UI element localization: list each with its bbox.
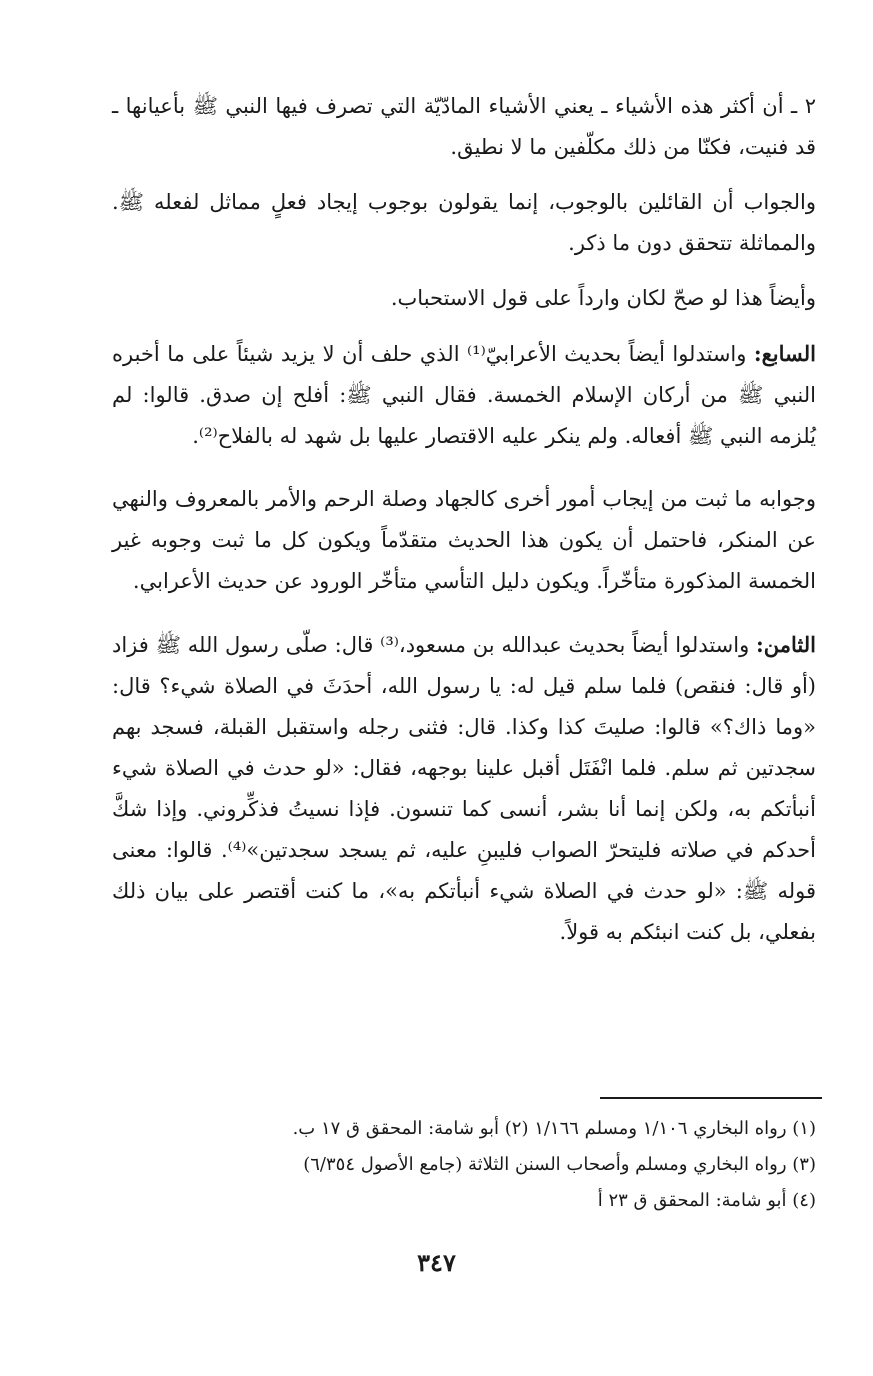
paragraph-3	[112, 278, 816, 319]
paragraph-5-text: وجوابه ما ثبت من إيجاب أمور أخرى كالجهاد وصلة الرحم والأمر بالمعروف والنهي عن المنكر، فاحتمل أن يكون هذا الحديث متقدّماً ويكون كل ما ثبت وجوبه غير الخمسة المذكورة متأخّراً. ويكون دليل التأسي متأخّر الورود عن حديث الأعرابي.	[112, 487, 816, 593]
footnote-divider	[600, 1097, 822, 1099]
page-number: ٣٤٧	[417, 1248, 456, 1277]
footnote-3: (٣) رواه البخاري ومسلم وأصحاب السنن الثلاثة (جامع الأصول ٦/٣٥٤)	[303, 1154, 816, 1175]
page-body	[112, 86, 816, 953]
section-label-seventh: السابع:	[753, 341, 816, 366]
footnote-4: (٤) أبو شامة: المحقق ق ٢٣ أ	[597, 1190, 816, 1211]
paragraph-3-text: وأيضاً هذا لو صحّ لكان وارداً على قول الاستحباب.	[390, 286, 816, 310]
paragraph-6-text: واستدلوا أيضاً بحديث عبدالله بن مسعود،⁽³⁾ قال: صلّى رسول الله ﷺ فزاد (أو قال: فنقص) فلما سلم قيل له: يا رسول الله، أحدَثَ في الصلاة شيء؟ قال: «وما ذاك؟» قالوا: صليتَ كذا وكذا. قال: فثنى رجله واستقبل القبلة، فسجد بهم سجدتين ثم سلم. فلما انْفَتَل أقبل علينا بوجهه، فقال: «لو حدث في الصلاة شيء أنبأتكم به، ولكن إنما أنا بشر، أنسى كما تنسون. فإذا نسيتُ فذكِّروني. وإذا شكَّ أحدكم في صلاته فليتحرّ الصواب فليبنِ عليه، ثم يسجد سجدتين»⁽⁴⁾. قالوا: معنى قوله ﷺ: «لو حدث في الصلاة شيء أنبأتكم به»، ما كنت أقتصر على بيان ذلك بفعلي، بل كنت انبئكم به قولاً.	[112, 633, 816, 944]
paragraph-6	[112, 624, 816, 953]
paragraph-2	[112, 182, 816, 264]
footnotes	[112, 1111, 816, 1219]
footnote-1-2: (١) رواه البخاري ١/١٠٦ ومسلم ١/١٦٦ (٢) أبو شامة: المحقق ق ١٧ ب.	[292, 1118, 816, 1139]
paragraph-1-text: ٢ ـ أن أكثر هذه الأشياء ـ يعني الأشياء المادّيّة التي تصرف فيها النبي ﷺ بأعيانها ـ قد فنيت، فكنّا من ذلك مكلّفين ما لا نطيق.	[112, 94, 816, 159]
section-label-eighth: الثامن:	[756, 632, 816, 657]
paragraph-4-text: واستدلوا أيضاً بحديث الأعرابيّ⁽¹⁾ الذي حلف أن لا يزيد شيئاً على ما أخبره النبي ﷺ من أركان الإسلام الخمسة. فقال النبي ﷺ: أفلح إن صدق. قالوا: لم يُلزمه النبي ﷺ أفعاله. ولم ينكر عليه الاقتصار عليها بل شهد له بالفلاح⁽²⁾.	[112, 342, 816, 448]
paragraph-2-text: والجواب أن القائلين بالوجوب، إنما يقولون بوجوب إيجاد فعلٍ مماثل لفعله ﷺ. والمماثلة تتحقق دون ما ذكر.	[112, 190, 816, 255]
paragraph-4	[112, 333, 816, 457]
paragraph-1	[112, 86, 816, 168]
paragraph-5	[112, 479, 816, 602]
